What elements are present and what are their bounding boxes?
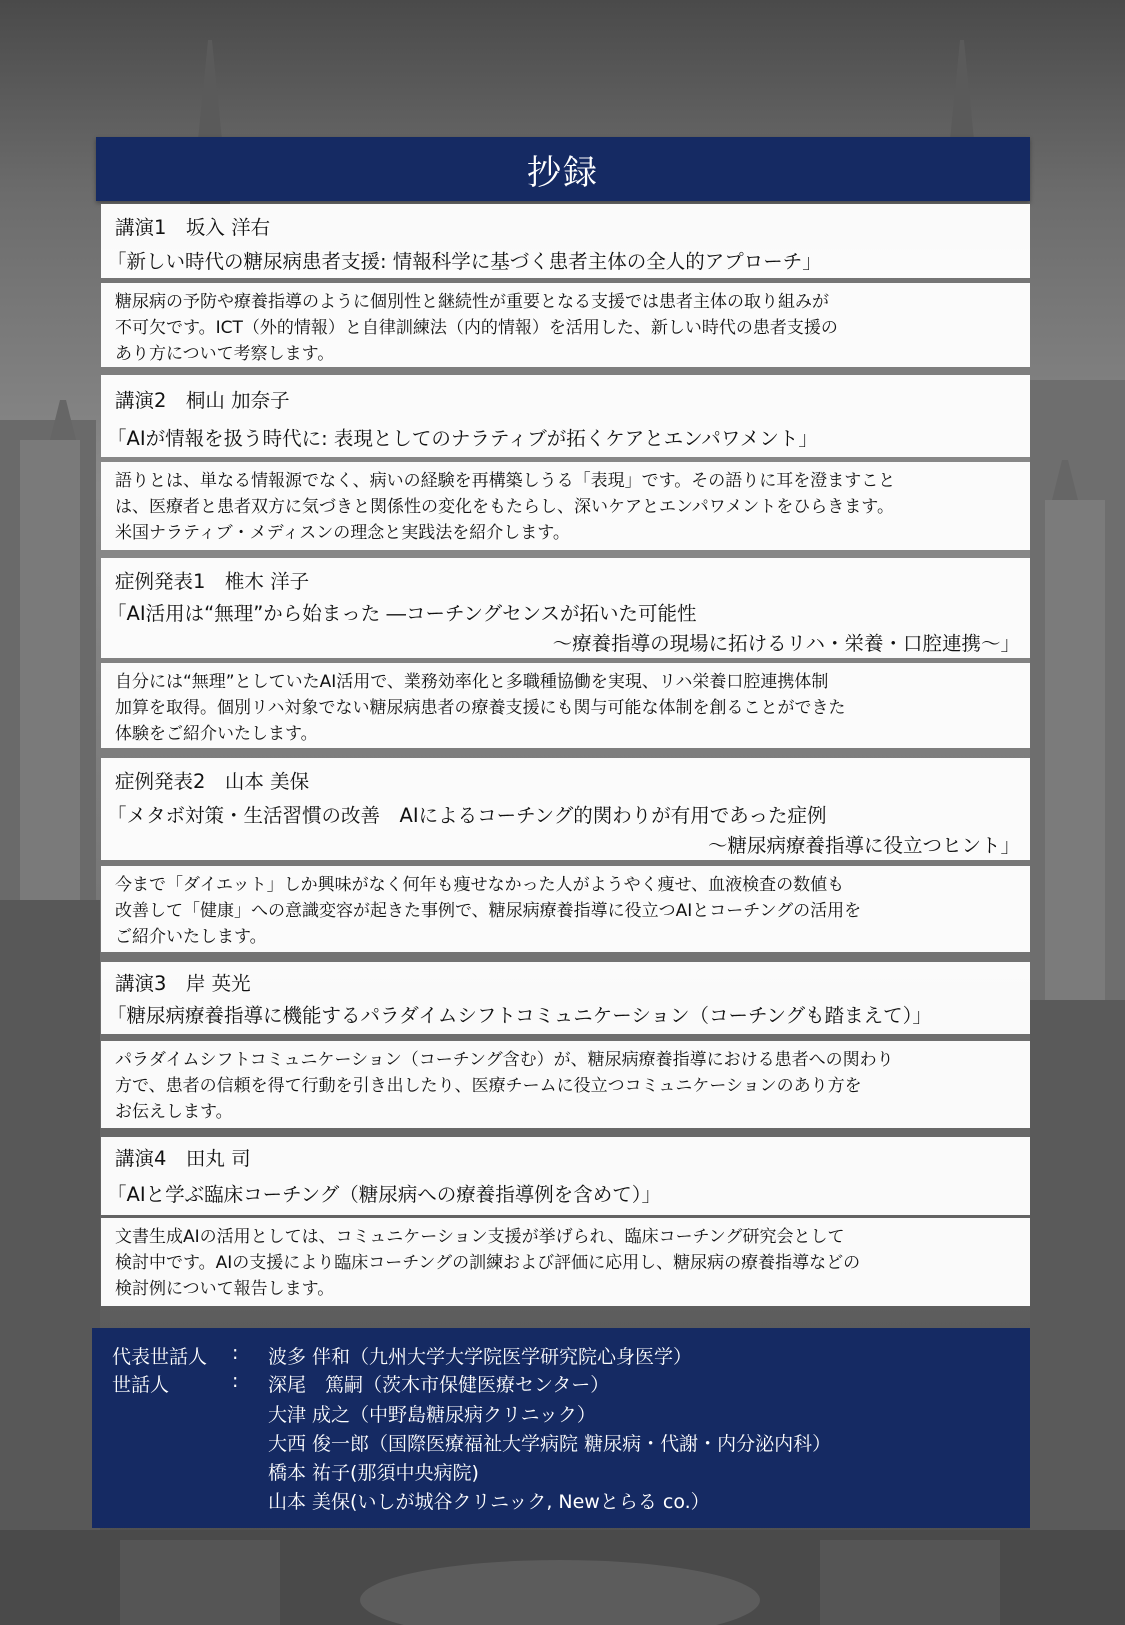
representative-colon: :	[232, 1342, 239, 1364]
organizer-name: 深尾 篤嗣（茨木市保健医療センター）	[268, 1374, 610, 1396]
abstract-line: 加算を取得。個別リハ対象でない糖尿病患者の療養支援にも関与可能な体制を創ることができた	[115, 698, 846, 718]
organizer-label: 世話人	[112, 1374, 170, 1396]
organizers-panel	[92, 1328, 1030, 1528]
organizer-name: 大津 成之（中野島糖尿病クリニック）	[268, 1404, 596, 1426]
session-1-header	[101, 204, 1030, 278]
session-1-abstract	[101, 283, 1030, 367]
abstract-line: 語りとは、単なる情報源でなく、病いの経験を再構築しうる「表現」です。その語りに耳を澄ますこと	[115, 471, 896, 491]
abstract-line: 糖尿病の予防や療養指導のように個別性と継続性が重要となる支援では患者主体の取り組みが	[115, 292, 829, 312]
abstract-line: は、医療者と患者双方に気づきと関係性の変化をもたらし、深いケアとエンパワメントをひらきます。	[115, 497, 894, 517]
session-4-header	[101, 1137, 1030, 1215]
session-2-header	[101, 375, 1030, 457]
case-1-subtitle: ～療養指導の現場に拓けるリハ・栄養・口腔連携～」	[552, 632, 1020, 655]
organizer-name: 大西 俊一郎（国際医療福祉大学病院 糖尿病・代謝・内分泌内科）	[268, 1433, 832, 1455]
session-1-title: 「新しい時代の糖尿病患者支援: 情報科学に基づく患者主体の全人的アプローチ」	[107, 250, 822, 273]
session-3-title: 「糖尿病療養指導に機能するパラダイムシフトコミュニケーション（コーチングも踏まえて）」	[107, 1004, 932, 1027]
case-2-speaker: 症例発表2 山本 美保	[115, 770, 310, 793]
session-1-speaker: 講演1 坂入 洋右	[115, 216, 271, 239]
organizer-name: 橋本 祐子(那須中央病院)	[268, 1462, 479, 1484]
abstract-line: 方で、患者の信頼を得て行動を引き出したり、医療チームに役立つコミュニケーションのあり方を	[115, 1076, 862, 1096]
session-2-title: 「AIが情報を扱う時代に: 表現としてのナラティブが拓くケアとエンパワメント」	[107, 427, 818, 450]
session-2-speaker: 講演2 桐山 加奈子	[115, 389, 290, 412]
case-2-header	[101, 758, 1030, 860]
case-1-title: 「AI活用は“無理”から始まった ―コーチングセンスが拓いた可能性	[107, 602, 697, 625]
abstract-line: 体験をご紹介いたします。	[115, 724, 318, 744]
session-2-abstract	[101, 462, 1030, 550]
session-4-abstract	[101, 1218, 1030, 1306]
abstract-line: 文書生成AIの活用としては、コミュニケーション支援が挙げられ、臨床コーチング研究会として	[115, 1227, 845, 1247]
case-2-subtitle: ～糖尿病療養指導に役立つヒント」	[707, 834, 1020, 857]
case-2-title: 「メタボ対策・生活習慣の改善 AIによるコーチング的関わりが有用であった症例	[107, 804, 827, 827]
abstract-line: 検討例について報告します。	[115, 1279, 335, 1299]
case-1-header	[101, 558, 1030, 658]
session-4-speaker: 講演4 田丸 司	[115, 1147, 251, 1170]
case-2-abstract	[101, 866, 1030, 952]
case-1-abstract	[101, 663, 1030, 748]
session-3-abstract	[101, 1041, 1030, 1128]
abstract-line: ご紹介いたします。	[115, 927, 267, 947]
organizer-colon: :	[232, 1370, 239, 1392]
abstract-line: 改善して「健康」への意識変容が起きた事例で、糖尿病療養指導に役立つAIとコーチングの活用を	[115, 901, 862, 921]
representative-label: 代表世話人	[112, 1346, 208, 1368]
abstract-line: あり方について考察します。	[115, 344, 335, 364]
case-1-speaker: 症例発表1 椎木 洋子	[115, 570, 310, 593]
abstract-line: 米国ナラティブ・メディスンの理念と実践法を紹介します。	[115, 523, 570, 543]
abstract-line: 自分には“無理”としていたAI活用で、業務効率化と多職種協働を実現、リハ栄養口腔連携体制	[115, 672, 829, 692]
session-3-speaker: 講演3 岸 英光	[115, 972, 251, 995]
abstract-line: 検討中です。AIの支援により臨床コーチングの訓練および評価に応用し、糖尿病の療養指導などの	[115, 1253, 861, 1273]
abstract-line: 不可欠です。ICT（外的情報）と自律訓練法（内的情報）を活用した、新しい時代の患者支援の	[115, 318, 838, 338]
page-heading: 抄録	[96, 137, 1030, 201]
abstract-line: パラダイムシフトコミュニケーション（コーチング含む）が、糖尿病療養指導における患者への関わり	[115, 1050, 894, 1070]
organizer-name: 山本 美保(いしが城谷クリニック, Newとらる co.）	[268, 1491, 710, 1513]
abstract-line: お伝えします。	[115, 1102, 233, 1122]
session-3-header	[101, 962, 1030, 1034]
abstract-line: 今まで「ダイエット」しか興味がなく何年も痩せなかった人がようやく痩せ、血液検査の数値も	[115, 875, 845, 895]
session-4-title: 「AIと学ぶ臨床コーチング（糖尿病への療養指導例を含めて）」	[107, 1183, 661, 1206]
representative-name: 波多 伴和（九州大学大学院医学研究院心身医学）	[268, 1346, 693, 1368]
